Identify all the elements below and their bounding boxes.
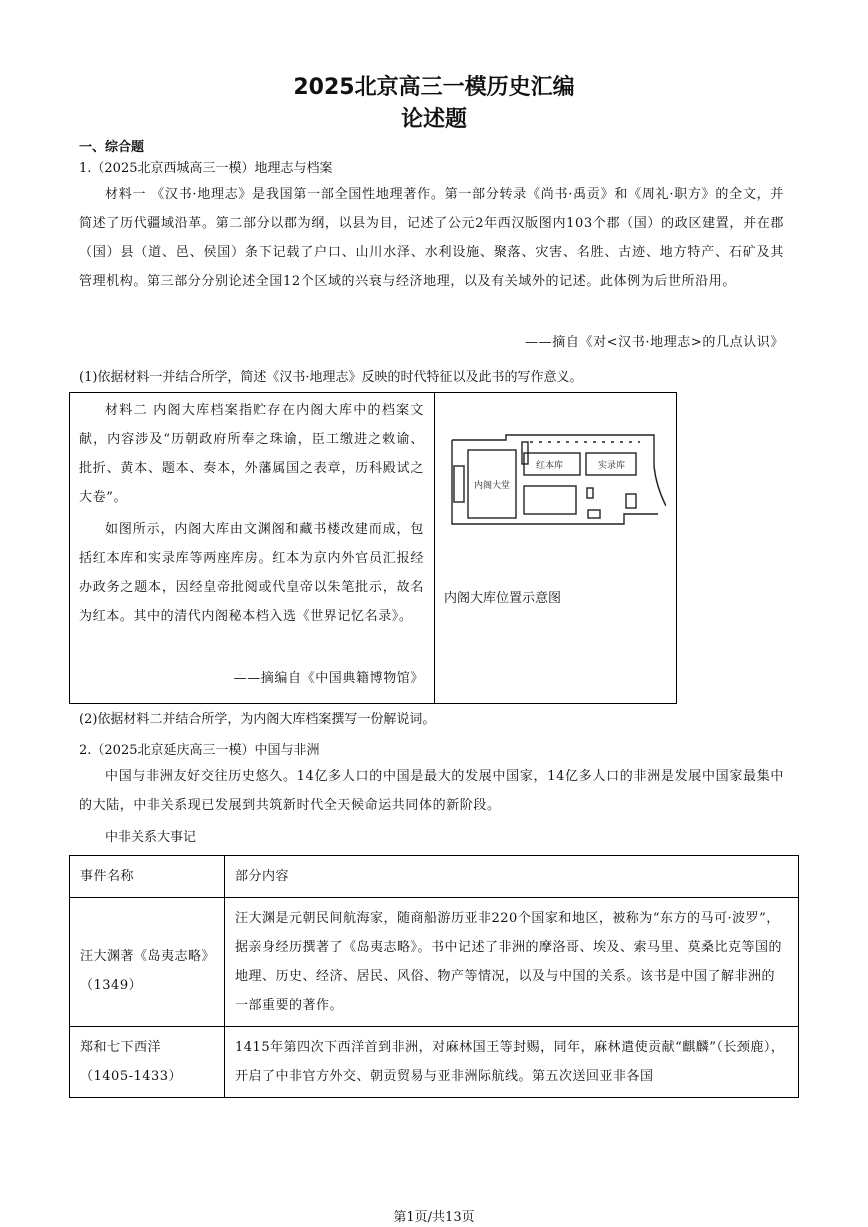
- event-name: 汪大渊著《岛夷志略》: [80, 949, 216, 964]
- event-content-cell: 汪大渊是元朝民间航海家，随商船游历亚非220个国家和地区，被称为“东方的马可·波罗”，据亲身经历撰著了《岛夷志略》。书中记述了非洲的摩洛哥、埃及、索马里、莫桑比克等国的地理、历史、经济、居民、风俗、物产等情况，以及与中国的关系。该书是中国了解非洲的一部重要的著作。: [225, 898, 799, 1027]
- map-label-hall: 内阁大堂: [474, 481, 511, 491]
- events-table: [69, 855, 799, 1098]
- event-name-cell: [70, 1027, 225, 1098]
- map-caption: 内阁大库位置示意图: [444, 591, 562, 606]
- event-name: 郑和七下西洋: [80, 1040, 162, 1055]
- sub-question-1: (1)依据材料一并结合所学，简述《汉书·地理志》反映的时代特征以及此书的写作意义。: [79, 370, 583, 385]
- map-gate-block: [454, 466, 464, 502]
- archive-map-diagram: [444, 426, 666, 548]
- map-label-record: 实录库: [598, 461, 626, 471]
- sub-question-2: (2)依据材料二并结合所学，为内阁大库档案撰写一份解说词。: [79, 712, 436, 727]
- event-year: （1405-1433）: [80, 1069, 183, 1084]
- document-subtitle: 论述题: [400, 107, 467, 132]
- map-label-red-book: 红本库: [536, 461, 564, 471]
- event-name-cell: [70, 898, 225, 1027]
- material-1-source: ——摘自《对<汉书·地理志>的几点认识》: [525, 335, 784, 350]
- event-content-cell: 1415年第四次下西洋首到非洲，对麻林国王等封赐，同年，麻林遣使贡献“麒麟”（长颈鹿），开启了中非官方外交、朝贡贸易与亚非洲际航线。第五次送回亚非各国: [225, 1027, 799, 1098]
- event-year: （1349）: [80, 978, 143, 993]
- section-heading: 一、综合题: [79, 140, 145, 155]
- table-title: 中非关系大事记: [105, 830, 197, 845]
- material-2-source: ——摘编自《中国典籍博物馆》: [233, 671, 424, 686]
- material-2-paragraph-1: 材料二 内阁大库档案指贮存在内阁大库中的档案文献，内容涉及“历朝政府所奉之珠谕，臣工缴进之敕谕、批折、黄本、题本、奏本，外藩属国之表章，历科殿试之大卷”。: [79, 403, 424, 505]
- material-2-paragraph-2: 如图所示，内阁大库由文渊阁和藏书楼改建而成，包括红本库和实录库等两座库房。红本为京内外官员汇报经办政务之题本，因经皇帝批阅或代皇帝以朱笔批示，故名为红本。其中的清代内阁秘本档入选《世界记忆名录》。: [79, 522, 424, 624]
- material-1: 材料一 《汉书·地理志》是我国第一部全国性地理著作。第一部分转录《尚书·禹贡》和《周礼·职方》的全文，并简述了历代疆域沿革。第二部分以郡为纲，以县为目，记述了公元2年西汉版图内103个郡（国）的政区建置，并在郡（国）县（道、邑、侯国）条下记载了户口、山川水泽、水利设施、聚落、灾害、名胜、古迹、地方特产、石矿及其管理机构。第三部分分别论述全国12个区域的兴衰与经济地理，以及有关域外的记述。此体例为后世所沿用。: [79, 187, 784, 289]
- question-2-intro: 中国与非洲友好交往历史悠久。14亿多人口的中国是最大的发展中国家，14亿多人口的非洲是发展中国家最集中的大陆，中非关系现已发展到共筑新时代全天候命运共同体的新阶段。: [79, 769, 784, 813]
- table-header-cell: 部分内容: [225, 856, 799, 898]
- document-title: 2025北京高三一模历史汇编: [293, 75, 575, 100]
- table-row: [70, 1027, 799, 1098]
- question-1-heading: 1.（2025北京西城高三一模）地理志与档案: [79, 161, 333, 176]
- box-divider: [434, 392, 435, 704]
- table-header-cell: 事件名称: [70, 856, 225, 898]
- page-footer: 第1页/共13页: [393, 1210, 475, 1225]
- table-row: [70, 898, 799, 1027]
- question-2-heading: 2.（2025北京延庆高三一模）中国与非洲: [79, 743, 320, 758]
- table-header-row: [70, 856, 799, 898]
